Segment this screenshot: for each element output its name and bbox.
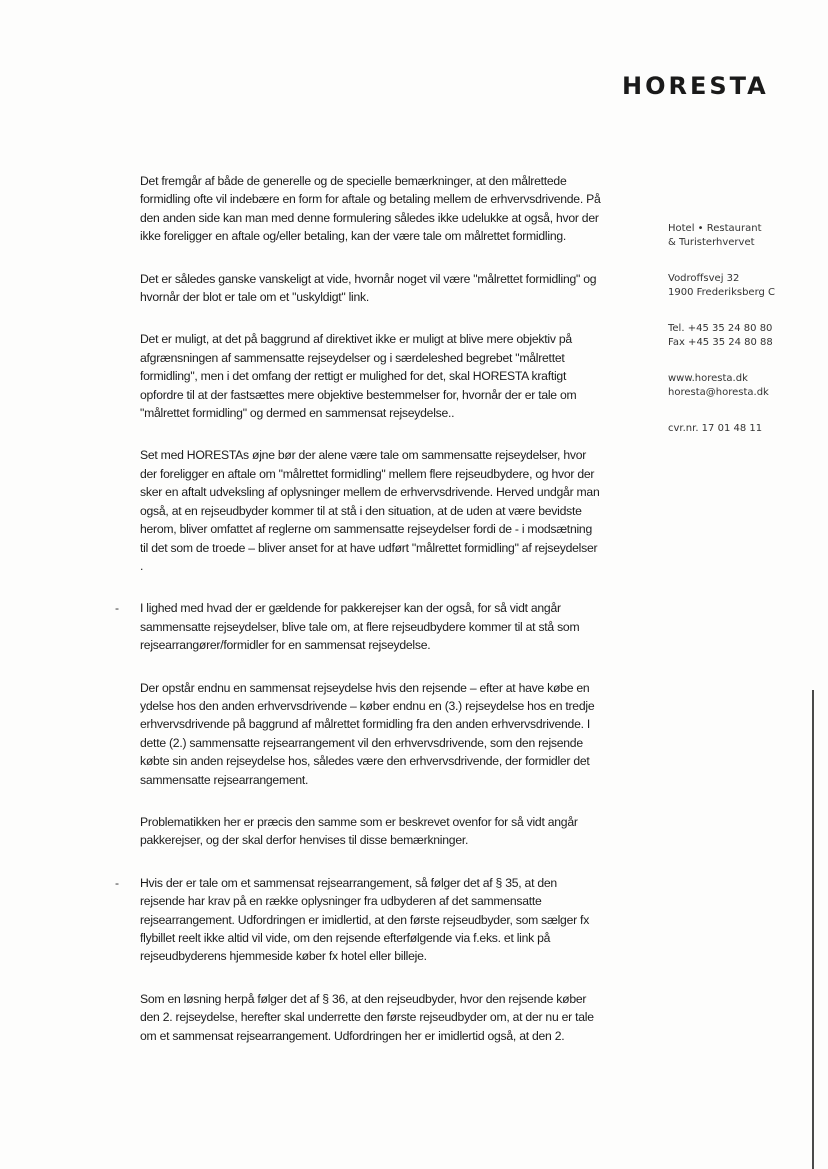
- body-paragraph: Det er således ganske vanskeligt at vide, hvornår noget vil være "målrettet formidling" og hvornår der blot er tale om et "uskyldigt" link.: [140, 271, 597, 305]
- page-edge-line: [812, 690, 814, 1169]
- org-line: Hotel • Restaurant: [668, 223, 762, 234]
- body-paragraph: Der opstår endnu en sammensat rejseydelse hvis den rejsende – efter at have købe en ydelse hos den anden erhvervsdrivende – køber endnu en (3.) rejseydelse hos en tredje erhvervsdrivende på baggrund af målrettet formidling fra den anden erhvervsdrivende. I dette (2.) sammensatte rejsearrangement vil den erhvervsdrivende, som den rejsende købte sin anden rejseydelse hos, således være den erhvervsdrivende, der formidler det sammensatte rejsearrangement.: [140, 680, 595, 787]
- logo-text: HORESTA: [622, 72, 769, 100]
- org-name: [668, 222, 813, 250]
- cvr-number: cvr.nr. 17 01 48 11: [668, 423, 763, 434]
- fax-number: Fax +45 35 24 80 88: [668, 337, 773, 348]
- email-link[interactable]: horesta@horesta.dk: [668, 387, 769, 398]
- address: [668, 272, 813, 300]
- address-street: Vodroffsvej 32: [668, 273, 740, 284]
- address-city: 1900 Frederiksberg C: [668, 287, 776, 298]
- body-paragraph-bulleted: - Hvis der er tale om et sammensat rejsearrangement, så følger det af § 35, at den rejsende har krav på en række oplysninger fra udbyderen af det sammensatte rejsearrangement. Udfordringen er imidlertid, at den første rejseudbyder, som sælger fx flybillet reelt ikke altid vil vide, om den rejsende efterfølgende via f.eks. et link på rejseudbyderens hjemmeside køber fx hotel eller billeje.: [140, 874, 602, 966]
- body-paragraph: Set med HORESTAs øjne bør der alene være tale om sammensatte rejseydelser, hvor der foreligger en aftale om "målrettet formidling" mellem flere rejseudbydere, og hvor der sker en aftalt udveksling af oplysninger mellem de erhvervsdrivende. Herved undgår man også, at en rejseudbyder kommer til at stå i den situation, at de uden at være bevidste herom, bliver omfattet af reglerne om sammensatte rejseydelser fordi de - i modsætning til det som de troede – bliver anset for at have udført "målrettet formidling" af rejseydelser .: [140, 448, 600, 573]
- contact-phone-fax: [668, 322, 813, 350]
- website-link[interactable]: www.horesta.dk: [668, 373, 748, 384]
- letter-body: [140, 172, 602, 1069]
- horesta-logo: [622, 60, 772, 100]
- body-paragraph: Problematikken her er præcis den samme som er beskrevet ovenfor for så vidt angår pakkerejser, og der skal derfor henvises til disse bemærkninger.: [140, 814, 578, 848]
- cvr-block: [668, 422, 813, 436]
- phone-number: Tel. +45 35 24 80 80: [668, 323, 773, 334]
- letterhead-sidebar: [668, 222, 813, 468]
- org-line: & Turisterhvervet: [668, 237, 755, 248]
- body-paragraph: Det er muligt, at det på baggrund af direktivet ikke er muligt at blive mere objektiv på afgrænsningen af sammensatte rejseydelser og i særdeleshed begrebet "målrettet formidling", men i det omfang der rettigt er mulighed for det, skal HORESTA kraftigt opfordre til at der fastsættes mere objektive bestemmelser for, hvornår der er tale om "målrettet formidling" og dermed en sammensat rejseydelse..: [140, 332, 577, 421]
- contact-web: [668, 372, 813, 400]
- body-paragraph: Det fremgår af både de generelle og de specielle bemærkninger, at den målrettede formidling ofte vil indebære en form for aftale og betaling mellem de erhvervsdrivende. På den anden side kan man med denne formulering således ikke udelukke at også, hvor der ikke foreligger en aftale og/eller betaling, kan der være tale om målrettet formidling.: [140, 174, 601, 244]
- body-paragraph: Som en løsning herpå følger det af § 36, at den rejseudbyder, hvor den rejsende køber den 2. rejseydelse, herefter skal underrette den første rejseudbyder om, at der nu er tale om et sammensat rejsearrangement. Udfordringen her er imidlertid også, at den 2.: [140, 991, 594, 1043]
- body-paragraph-bulleted: - I lighed med hvad der er gældende for pakkerejser kan der også, for så vidt angår sammensatte rejseydelser, blive tale om, at flere rejseudbydere kommer til at stå som rejsearrangører/formidler for en sammensat rejseydelse.: [140, 599, 602, 654]
